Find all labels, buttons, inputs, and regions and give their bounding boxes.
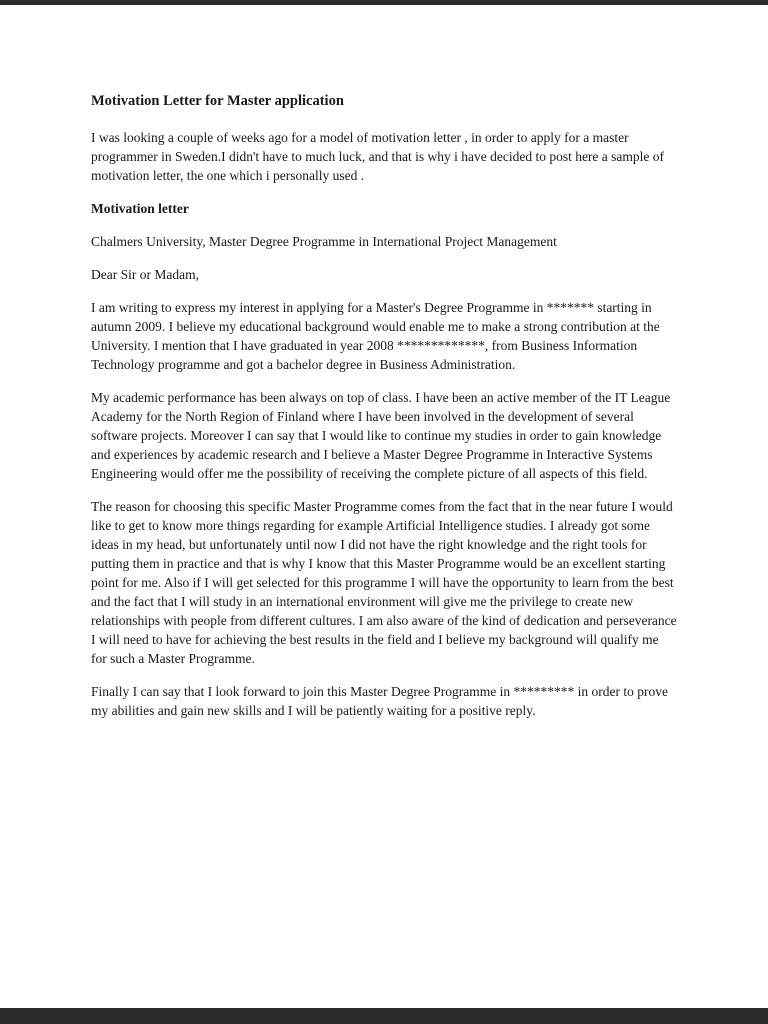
body-paragraph-4: Finally I can say that I look forward to join this Master Degree Programme in ********* in order to prove my abilities and gain new skills and I will be patiently waiting for a positive reply. [91, 684, 668, 718]
salutation: Dear Sir or Madam, [91, 267, 199, 282]
body-paragraph-3: The reason for choosing this specific Master Programme comes from the fact that in the near future I would like to get to know more things regarding for example Artificial Intelligence studies. I already got some ideas in my head, but unfortunately until now I did not have the right knowledge and the right tools for putting them in practice and that is why I know that this Master Programme would be an excellent starting point for me. Also if I will get selected for this programme I will have the opportunity to learn from the best and the fact that I will study in an international environment will give me the privilege to create new relationships with people from different cultures. I am also aware of the kind of dedication and perseverance I will need to have for achieving the best results in the field and I believe my background will qualify me for such a Master Programme. [91, 499, 677, 666]
body-paragraph-2: My academic performance has been always on top of class. I have been an active member of the IT League Academy for the North Region of Finland where I have been involved in the development of several software projects. Moreover I can say that I would like to continue my studies in order to gain knowledge and experiences by academic research and I believe a Master Degree Programme in Interactive Systems Engineering would offer me the possibility of receiving the complete picture of all aspects of this field. [91, 390, 671, 481]
university-line: Chalmers University, Master Degree Programme in International Project Management [91, 234, 557, 249]
section-heading: Motivation letter [91, 201, 189, 216]
document-title: Motivation Letter for Master application [91, 93, 344, 109]
viewer-bottom-gap [0, 1008, 768, 1024]
document-page [0, 5, 768, 1008]
body-paragraph-1: I am writing to express my interest in applying for a Master's Degree Programme in ******* starting in autumn 2009. I believe my educational background would enable me to make a strong contribution at the University. I mention that I have graduated in year 2008 *************, from Business Information Technology programme and got a bachelor degree in Business Administration. [91, 300, 660, 372]
intro-paragraph: I was looking a couple of weeks ago for a model of motivation letter , in order to apply for a master programmer in Sweden.I didn't have to much luck, and that is why i have decided to post here a sample of motivation letter, the one which i personally used . [91, 130, 665, 183]
